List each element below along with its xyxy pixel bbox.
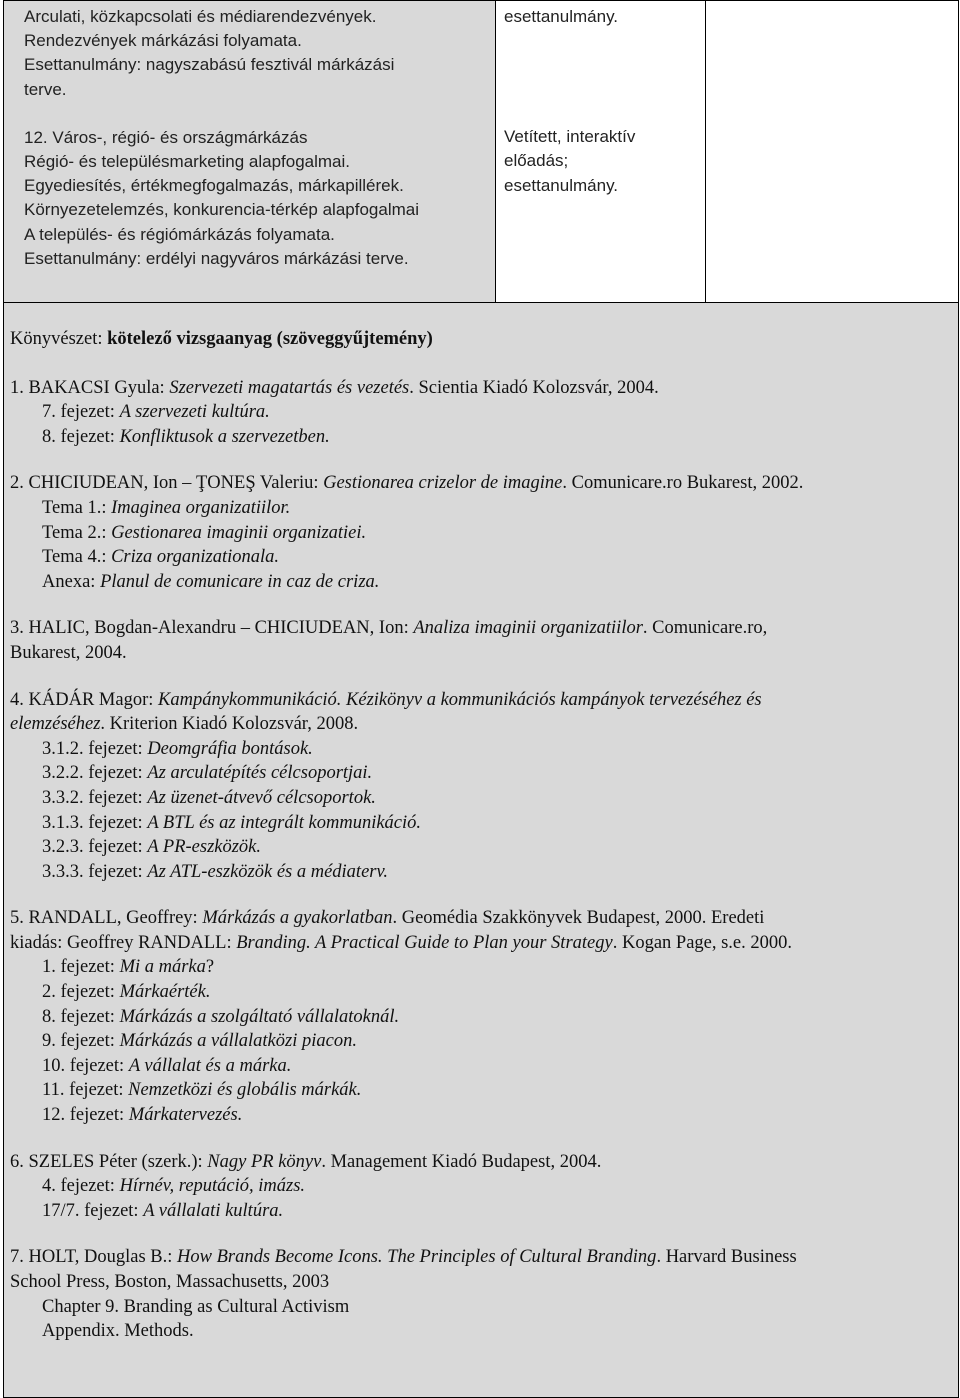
topic-line: Arculati, közkapcsolati és médiarendezvények. [24,7,377,26]
chapter-line: 2. fejezet: Márkaérték. [42,982,211,1003]
chapter-line: 3.1.2. fejezet: Deomgráfia bontások. [42,738,313,759]
topic-line: Egyediesítés, értékmegfogalmazás, márkapillérek. [24,176,404,196]
entry-author: KÁDÁR Magor: [28,689,154,710]
entry-author: CHICIUDEAN, Ion – ŢONEŞ Valeriu: [28,473,319,494]
chapter-line: 4. fejezet: Hírnév, reputáció, imázs. [42,1176,306,1197]
bibliography-entry: 5. RANDALL, Geoffrey: Márkázás a gyakorlatban. Geomédia Szakkönyvek Budapest, 2000. Eredeti kiadás: Geoffrey RANDALL: Branding. A Practical Guide to Plan your Strategy. Kogan Page, s.e. 2000. 1. fejezet: Mi a márka? 2. fejezet: Márkaérték. 8. fejezet: Márkázás a szolgáltató vállalatoknál. 9. fejezet: Márkázás a vállalatközi piacon. 10. fejezet: A vállalat és a márka. 11. fejezet: Nemzetközi és globális márkák. 12. fejezet: Márkatervezés. [10,906,958,1127]
chapter-line: Chapter 9. Branding as Cultural Activism [42,1296,350,1317]
chapter-line: 7. fejezet: A szervezeti kultúra. [42,402,270,423]
bibliography-entry: 4. KÁDÁR Magor: Kampánykommunikáció. Kézikönyv a kommunikációs kampányok tervezéséhez és elemzéséhez. Kriterion Kiadó Kolozsvár, 2008. 3.1.2. fejezet: Deomgráfia bontások. 3.2.2. fejezet: Az arculatépítés célcsoportjai. 3.3.2. fejezet: Az üzenet-átvevő célcsoportok. 3.1.3. fejezet: A BTL és az integrált kommunikáció. 3.2.3. fejezet: A PR-eszközök. 3.3.3. fejezet: Az ATL-eszközök és a médiaterv. [10,688,958,885]
bibliography-entry: 2. CHICIUDEAN, Ion – ŢONEŞ Valeriu: Gestionarea crizelor de imagine. Comunicare.ro Bukarest, 2002. Tema 1.: Imaginea organizatiilor. Tema 2.: Gestionarea imaginii organizatiei. Tema 4.: Criza organizationala. Anexa: Planul de comunicare in caz de criza. [10,471,958,594]
topic-line: Környezetelemzés, konkurencia-térkép alapfogalmai [24,200,419,220]
chapter-line: 3.3.3. fejezet: Az ATL-eszközök és a médiaterv. [42,861,388,882]
table-row-topic [4,1,959,303]
chapter-line: 3.2.2. fejezet: Az arculatépítés célcsoportjai. [42,763,373,784]
chapter-line: 3.2.3. fejezet: A PR-eszközök. [42,837,262,858]
chapter-line: Appendix. Methods. [42,1321,194,1342]
topic-line: Rendezvények márkázási folyamata. [24,31,302,51]
entry-author: HALIC, Bogdan-Alexandru – CHICIUDEAN, Ion: [28,618,409,639]
chapter-line: 12. fejezet: Márkatervezés. [42,1105,243,1126]
entry-title: Szervezeti magatartás és vezetés [169,377,410,398]
method-line: esettanulmány. [504,175,619,195]
bibliography-entry: 1. BAKACSI Gyula: Szervezeti magatartás és vezetés. Scientia Kiadó Kolozsvár, 2004. 7. fejezet: A szervezeti kultúra. 8. fejezet: Konfliktusok a szervezetben. [10,376,958,450]
method-line: előadás; [504,151,569,171]
chapter-line: 3.1.3. fejezet: A BTL és az integrált kommunikáció. [42,812,422,833]
entry-author: RANDALL, Geoffrey: [28,908,198,929]
chapter-line: 9. fejezet: Márkázás a vállalatközi piacon. [42,1031,357,1052]
bibliography-heading-bold: kötelező vizsgaanyag (szöveggyűjtemény) [107,329,433,349]
topic-line: Esettanulmány: erdélyi nagyváros márkázási terve. [24,248,409,268]
chapter-line: Tema 1.: Imaginea organizatiilor. [42,497,291,518]
chapter-line: Tema 2.: Gestionarea imaginii organizatiei. [42,522,367,543]
topic-line: A település- és régiómárkázás folyamata. [24,224,335,244]
topic-heading: 12. Város-, régió- és országmárkázás [24,127,308,147]
bibliography-heading: Könyvészet: kötelező vizsgaanyag (szöveggyűjtemény) [10,329,433,349]
bibliography-entry: 7. HOLT, Douglas B.: How Brands Become Icons. The Principles of Cultural Branding. Harvard Business School Press, Boston, Massachusetts, 2003 Chapter 9. Branding as Cultural Activism Appendix. Methods. [10,1245,958,1343]
method-line: esettanulmány. [504,7,619,26]
topic-line: Régió- és településmarketing alapfogalmai. [24,152,351,172]
entry-title: Gestionarea crizelor de imagine [323,473,563,494]
bibliography-entry: 3. HALIC, Bogdan-Alexandru – CHICIUDEAN, Ion: Analiza imaginii organizatiilor. Comunicare.ro, Bukarest, 2004. [10,618,768,663]
notes-cell [706,1,959,303]
chapter-line: 1. fejezet: Mi a márka? [42,957,215,978]
bibliography-entry: 6. SZELES Péter (szerk.): Nagy PR könyv. Management Kiadó Budapest, 2004. 4. fejezet: Hírnév, reputáció, imázs. 17/7. fejezet: A vállalati kultúra. [10,1150,958,1224]
method-line: Vetített, interaktív [504,127,636,147]
table-row-bibliography [4,303,959,1398]
bibliography-cell [4,303,959,1398]
topics-cell [4,1,496,303]
syllabus-table [3,0,959,1398]
chapter-line: 10. fejezet: A vállalat és a márka. [42,1055,292,1076]
entry-title: Márkázás a gyakorlatban [202,908,393,929]
entry-title: Analiza imaginii organizatiilor [413,618,643,639]
topic-line: terve. [24,79,67,99]
chapter-line: 8. fejezet: Márkázás a szolgáltató vállalatoknál. [42,1006,400,1027]
method-cell [496,1,706,303]
chapter-line: 8. fejezet: Konfliktusok a szervezetben. [42,426,330,447]
chapter-line: 11. fejezet: Nemzetközi és globális márkák. [42,1080,362,1101]
entry-author: BAKACSI Gyula: [28,377,165,398]
chapter-line: 3.3.2. fejezet: Az üzenet-átvevő célcsoportok. [42,787,376,808]
entry-author: SZELES Péter (szerk.): [28,1151,203,1172]
topic-line: Esettanulmány: nagyszabású fesztivál márkázási [24,55,395,75]
chapter-line: Anexa: Planul de comunicare in caz de criza. [42,571,380,592]
entry-title: Nagy PR könyv [207,1151,322,1172]
entry-title: How Brands Become Icons. The Principles of Cultural Branding [177,1247,657,1268]
entry-author: HOLT, Douglas B.: [28,1247,173,1268]
entry-title: Kampánykommunikáció. Kézikönyv a kommunikációs kampányok tervezéséhez és [158,689,762,710]
chapter-line: Tema 4.: Criza organizationala. [42,547,279,568]
chapter-line: 17/7. fejezet: A vállalati kultúra. [42,1200,284,1221]
